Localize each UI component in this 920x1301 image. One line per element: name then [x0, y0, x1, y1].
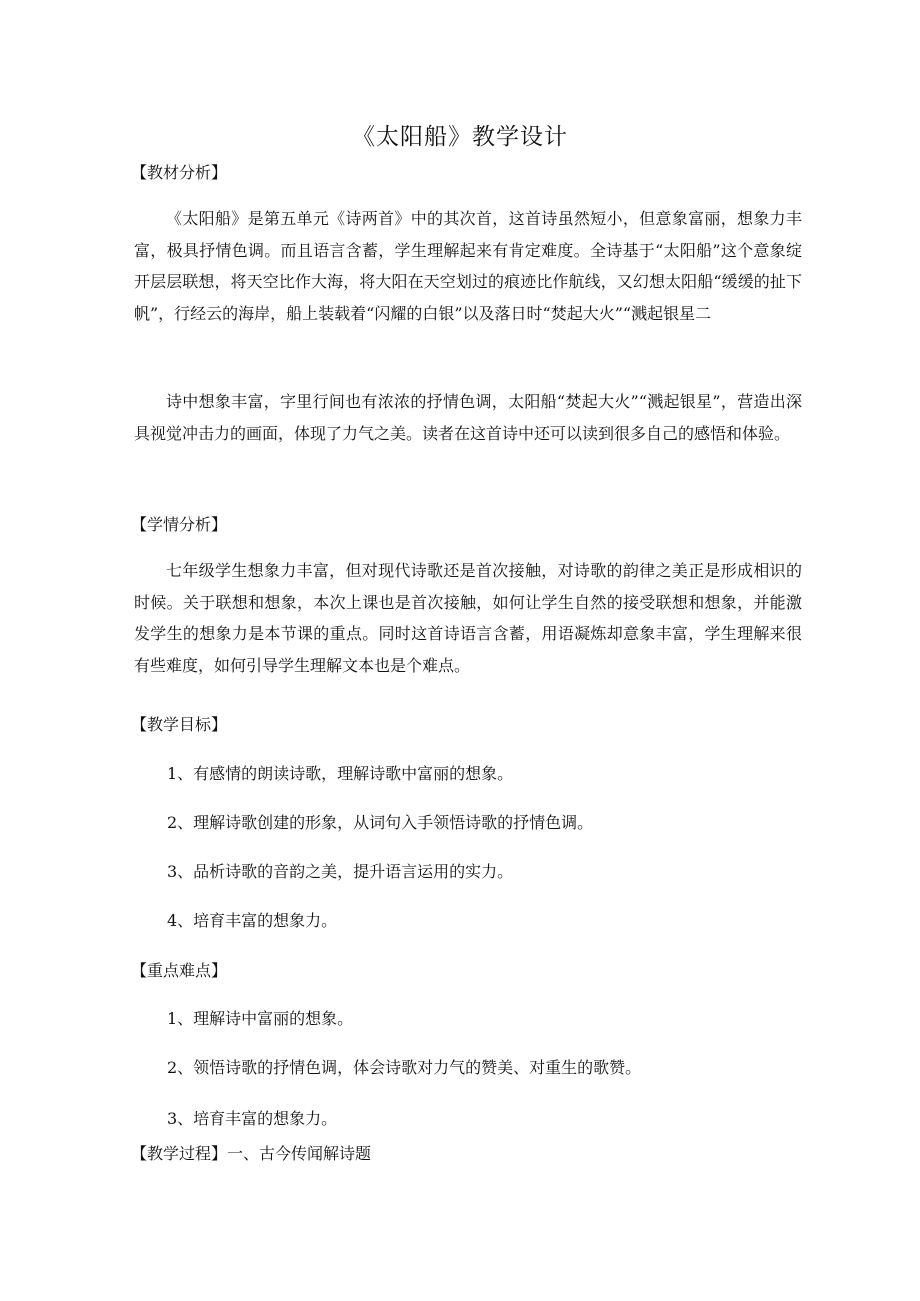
section-heading-materials: 【教材分析】 — [131, 163, 228, 182]
goal-item: 4、培育丰富的想象力。 — [167, 911, 338, 930]
section-heading-goals: 【教学目标】 — [131, 715, 228, 734]
section-heading-keypoints: 【重点难点】 — [131, 961, 228, 980]
goal-item: 2、理解诗歌创建的形象，从词句入手领悟诗歌的抒情色调。 — [167, 813, 594, 832]
goal-item: 1、有感情的朗读诗歌，理解诗歌中富丽的想象。 — [167, 764, 514, 783]
keypoint-item: 3、培育丰富的想象力。 — [167, 1109, 338, 1128]
paragraph-materials-2: 诗中想象丰富，字里行间也有浓浓的抒情色调，太阳船“焚起大火”“溅起银星”，营造出深具视觉冲击力的画面，体现了力气之美。读者在这首诗中还可以读到很多自己的感悟和体验。 — [134, 392, 802, 443]
keypoint-item: 2、领悟诗歌的抒情色调，体会诗歌对力气的赞美、对重生的歌赞。 — [167, 1058, 642, 1077]
keypoint-item: 1、理解诗中富丽的想象。 — [167, 1009, 354, 1028]
paragraph-materials-1: 《太阳船》是第五单元《诗两首》中的其次首，这首诗虽然短小，但意象富丽，想象力丰富，极具抒情色调。而且语言含蓄，学生理解起来有肯定难度。全诗基于“太阳船”这个意象绽开层层联想，将天空比作大海，将大阳在天空划过的痕迹比作航线，又幻想太阳船“缓缓的扯下帆”，行经云的海岸，船上装载着“闪耀的白银”以及落日时“焚起大火”“溅起银星二 — [134, 209, 802, 323]
paragraph-students-1: 七年级学生想象力丰富，但对现代诗歌还是首次接触，对诗歌的韵律之美正是形成相识的时候。关于联想和想象，本次上课也是首次接触，如何让学生自然的接受联想和想象，并能激发学生的想象力是本节课的重点。同时这首诗语言含蓄，用语凝炼却意象丰富，学生理解来很有些难度，如何引导学生理解文本也是个难点。 — [134, 561, 802, 675]
section-heading-students: 【学情分析】 — [131, 515, 228, 534]
goal-item: 3、品析诗歌的音韵之美，提升语言运用的实力。 — [167, 862, 514, 881]
document-title: 《太阳船》教学设计 — [352, 124, 568, 150]
section-heading-process: 【教学过程】一、古今传闻解诗题 — [131, 1144, 372, 1163]
